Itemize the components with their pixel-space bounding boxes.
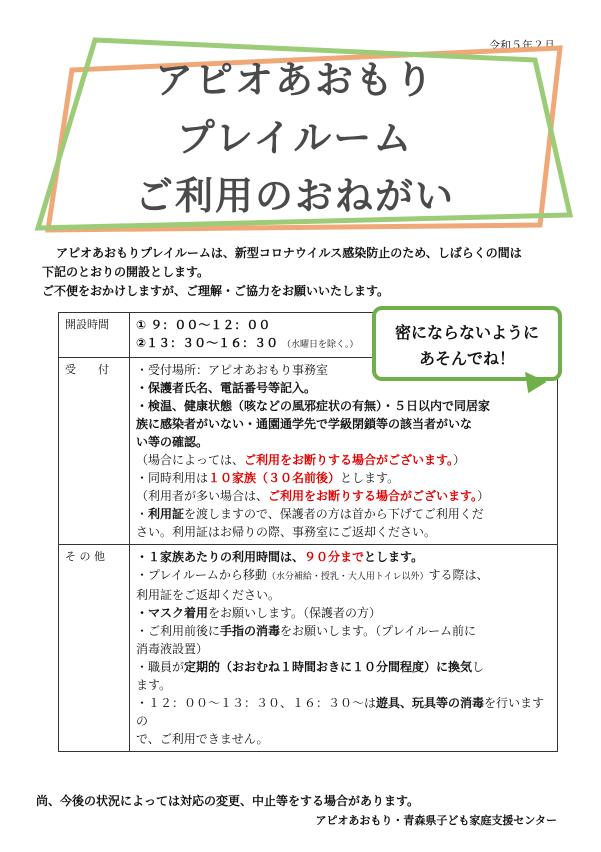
page-title [60, 52, 530, 226]
card-note-1: ・利用証を渡しますので、保護者の方は首から下げてご利用くだ [136, 507, 484, 521]
refuse-note-1: （場合によっては、ご利用をお断りする場合がございます。） [136, 453, 466, 467]
other-row [59, 545, 558, 752]
hours-label: 開設時間 [59, 313, 130, 358]
intro-line-3: ご不便をおかけしますが、ご理解・ご協力をお願いいたします。 [42, 284, 390, 298]
vent-note-2: ます。 [136, 678, 172, 692]
reception-cell [130, 358, 558, 545]
vent-note-1: ・職員が定期的（おおむね１時間おきに１０分間程度）に換気し [136, 660, 485, 674]
capacity-note: ・同時利用は１０家族（３０名前後）とします。 [136, 471, 400, 485]
hand-note-2: 消毒液設置） [136, 642, 209, 656]
reception-row [59, 358, 558, 545]
intro-line-1: アピオあおもりプレイルームは、新型コロナウイルス感染防止のため、しばらくの間は [56, 246, 522, 260]
reception-check-3: い等の確認。 [136, 435, 209, 449]
card-note-2: さい。利用証はお帰りの際、事務室にご返却ください。 [136, 525, 437, 539]
other-label: そ の 他 [59, 545, 130, 752]
clean-note-1: ・１２：００～１３：３０、１６：３０～は遊具、玩具等の消毒を行いますの [136, 696, 545, 728]
hours-1: ① ９：００～１２：００ [136, 318, 271, 332]
bubble-line-2: あそんでね！ [418, 349, 515, 368]
footer-organization: アピオあおもり・青森県子ども家庭支援センター [315, 814, 557, 827]
hours-note: （水曜日を除く。） [282, 340, 359, 350]
footer-note: 尚、今後の状況によっては対応の変更、中止等をする場合があります。 [36, 794, 420, 808]
move-note-1: ・プレイルームから移動（水分補給・授乳・大人用トイレ以外）する際は、 [136, 568, 489, 582]
reception-names: ・保護者氏名、電話番号等記入。 [136, 381, 317, 395]
title-line-1: アピオあおもり [154, 58, 435, 102]
reception-label: 受 付 [59, 358, 130, 545]
clean-note-2: で、ご利用できません。 [136, 732, 269, 746]
issue-date: 令和５年２月 [489, 39, 555, 52]
refuse-note-2: （利用者が多い場合は、ご利用をお断りする場合がございます。） [136, 489, 490, 503]
hours-2: ②１３：３０～１６：３０ [136, 336, 279, 350]
reception-place: ・受付場所：アピオあおもり事務室 [136, 363, 329, 377]
reception-check-1: ・検温、健康状態（咳などの風邪症状の有無）・５日以内で同居家 [136, 399, 491, 413]
intro-line-2: 下記のとおりの開設とします。 [42, 265, 210, 279]
hand-note-1: ・ご利用前後に手指の消毒をお願いします。（プレイルーム前に [136, 624, 476, 638]
bubble-line-1: 密にならないように [394, 323, 539, 342]
title-line-3: ご利用のおねがい [134, 174, 455, 218]
other-cell [130, 545, 558, 752]
time-note: ・１家族あたりの利用時間は、９０分までとします。 [136, 550, 424, 564]
title-line-2: プレイルーム [176, 116, 414, 160]
move-note-2: 利用証をご返却ください。 [136, 588, 281, 602]
mask-note: ・マスク着用をお願いします。（保護者の方） [136, 606, 382, 620]
reception-check-2: 族に感染者がいない・通園通学先で学級閉鎖等の該当者がいな [136, 417, 473, 431]
speech-bubble [372, 306, 562, 381]
intro-text [42, 244, 562, 301]
